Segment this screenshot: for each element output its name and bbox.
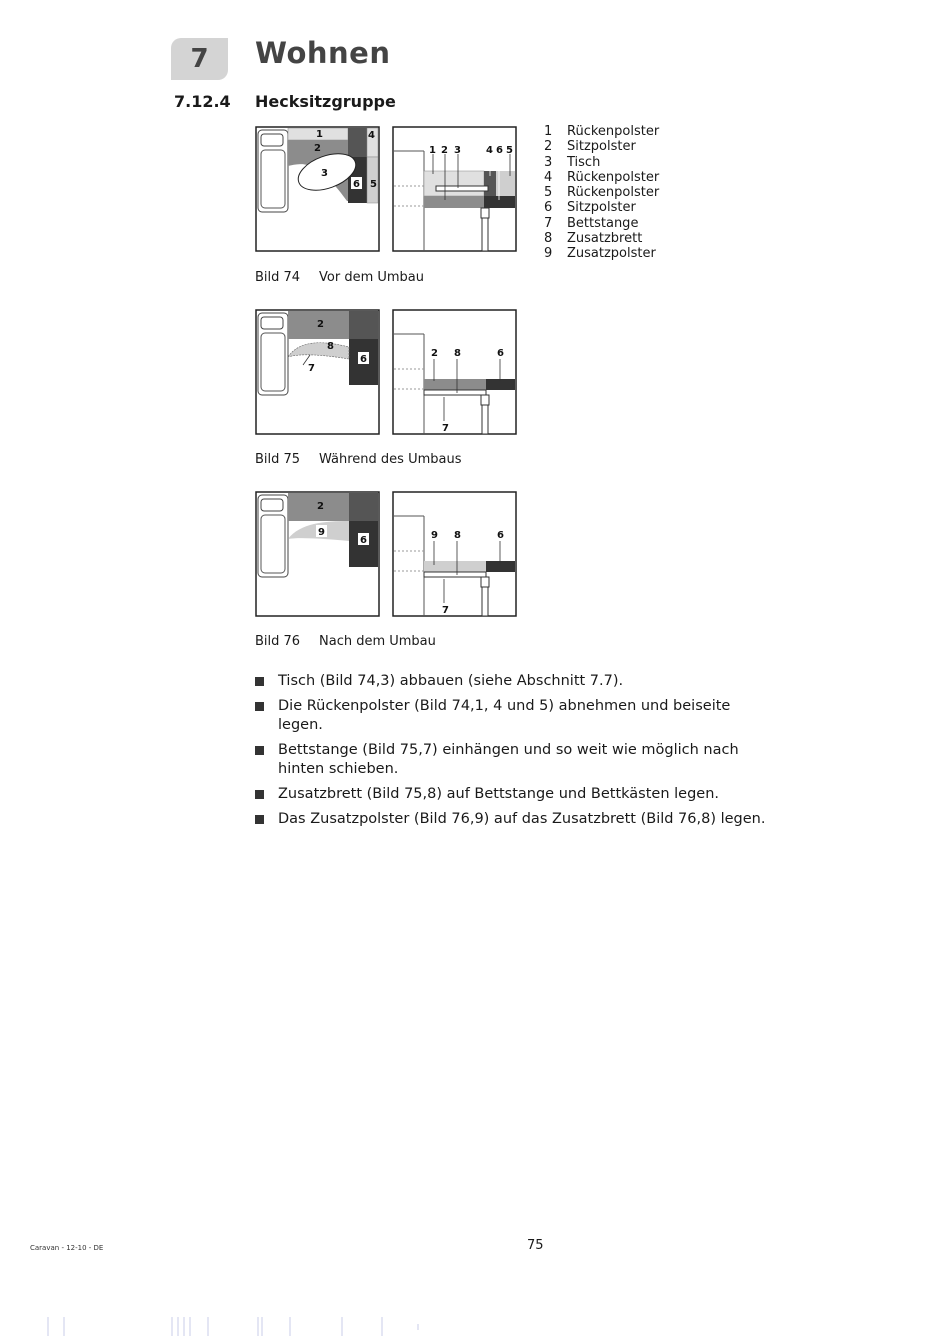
legend-item (544, 170, 659, 185)
label-4: 4 (368, 130, 375, 141)
label-2: 2 (317, 319, 324, 330)
figure-caption (255, 634, 436, 649)
label-8: 8 (327, 341, 334, 352)
legend-item (544, 246, 659, 261)
label-2: 2 (317, 501, 324, 512)
step-text: Tisch (Bild 74,3) abbauen (siehe Abschnitt 7.7). (278, 673, 624, 689)
caption-number: Bild 76 (255, 634, 301, 649)
legend-label: Zusatzpolster (567, 246, 656, 262)
step-text: Die Rückenpolster (Bild 74,1, 4 und 5) abnehmen und beiseite legen. (278, 698, 731, 733)
figure-75-top-view (255, 309, 381, 436)
step-text: Zusatzbrett (Bild 75,8) auf Bettstange und Bettkästen legen. (278, 786, 720, 802)
label-7: 7 (442, 423, 449, 434)
print-registration-marks (0, 1314, 950, 1339)
legend-label: Bettstange (567, 215, 639, 231)
label-6: 6 (353, 179, 360, 190)
legend-item (544, 139, 659, 154)
figure-76-side-view (392, 491, 518, 618)
bullet-square-icon (255, 790, 264, 799)
legend-label: Rückenpolster (567, 185, 660, 201)
bullet-square-icon (255, 702, 264, 711)
figure-75-side-view (392, 309, 518, 436)
label-1: 1 (316, 129, 323, 140)
label-6: 6 (497, 530, 504, 541)
bullet-square-icon (255, 746, 264, 755)
bullet-square-icon (255, 815, 264, 824)
legend-label: Rückenpolster (567, 169, 660, 185)
caption-number: Bild 74 (255, 270, 301, 285)
legend-number: 9 (544, 246, 553, 262)
label-8: 8 (454, 530, 461, 541)
chapter-number-badge: 7 (171, 38, 228, 80)
label-1: 1 (429, 145, 436, 156)
label-2: 2 (441, 145, 448, 156)
label-5: 5 (506, 145, 513, 156)
instruction-step (255, 785, 775, 804)
page-number: 75 (527, 1238, 544, 1253)
caption-number: Bild 75 (255, 452, 301, 467)
caption-text: Vor dem Umbau (319, 270, 424, 285)
label-2: 2 (314, 143, 321, 154)
legend-item (544, 124, 659, 139)
footer-doc-id: Caravan - 12-10 - DE (30, 1244, 104, 1252)
label-6: 6 (496, 145, 503, 156)
label-4: 4 (486, 145, 493, 156)
figure-caption (255, 270, 424, 285)
legend-number: 5 (544, 185, 553, 201)
caption-text: Nach dem Umbau (319, 634, 436, 649)
instruction-step (255, 810, 775, 829)
instruction-step (255, 741, 775, 779)
label-6: 6 (497, 348, 504, 359)
section-number: 7.12.4 (174, 92, 231, 111)
legend-number: 7 (544, 215, 553, 231)
step-text: Das Zusatzpolster (Bild 76,9) auf das Zusatzbrett (Bild 76,8) legen. (278, 811, 766, 827)
label-9: 9 (318, 527, 325, 538)
bullet-square-icon (255, 677, 264, 686)
label-6: 6 (360, 354, 367, 365)
legend-label: Sitzpolster (567, 200, 636, 216)
legend-label: Sitzpolster (567, 139, 636, 155)
label-3: 3 (454, 145, 461, 156)
legend-item (544, 231, 659, 246)
step-text: Bettstange (Bild 75,7) einhängen und so weit wie möglich nach hinten schieben. (278, 742, 739, 777)
instruction-step (255, 672, 775, 691)
label-3: 3 (321, 168, 328, 179)
figure-caption (255, 452, 461, 467)
legend-number: 6 (544, 200, 553, 216)
label-7: 7 (442, 605, 449, 616)
legend-number: 1 (544, 124, 553, 139)
caption-text: Während des Umbaus (319, 452, 462, 467)
legend-number: 8 (544, 231, 553, 247)
label-9: 9 (431, 530, 438, 541)
chapter-title: Wohnen (255, 36, 391, 70)
legend-label: Rückenpolster (567, 124, 660, 139)
legend-label: Tisch (567, 154, 601, 170)
legend-item (544, 185, 659, 200)
label-8: 8 (454, 348, 461, 359)
legend-number: 2 (544, 139, 553, 155)
figure-74-top-view (255, 126, 381, 253)
legend-item (544, 216, 659, 231)
label-2: 2 (431, 348, 438, 359)
legend-label: Zusatzbrett (567, 231, 643, 247)
label-5: 5 (370, 179, 377, 190)
figure-74-side-view (392, 126, 518, 253)
figure-76-top-view (255, 491, 381, 618)
legend-number: 4 (544, 169, 553, 185)
legend-number: 3 (544, 154, 553, 170)
legend-list (544, 124, 659, 262)
label-6: 6 (360, 535, 367, 546)
section-title: Hecksitzgruppe (255, 92, 396, 111)
instruction-list (255, 672, 775, 835)
legend-item (544, 155, 659, 170)
legend-item (544, 200, 659, 215)
label-7: 7 (308, 363, 315, 374)
instruction-step (255, 697, 775, 735)
